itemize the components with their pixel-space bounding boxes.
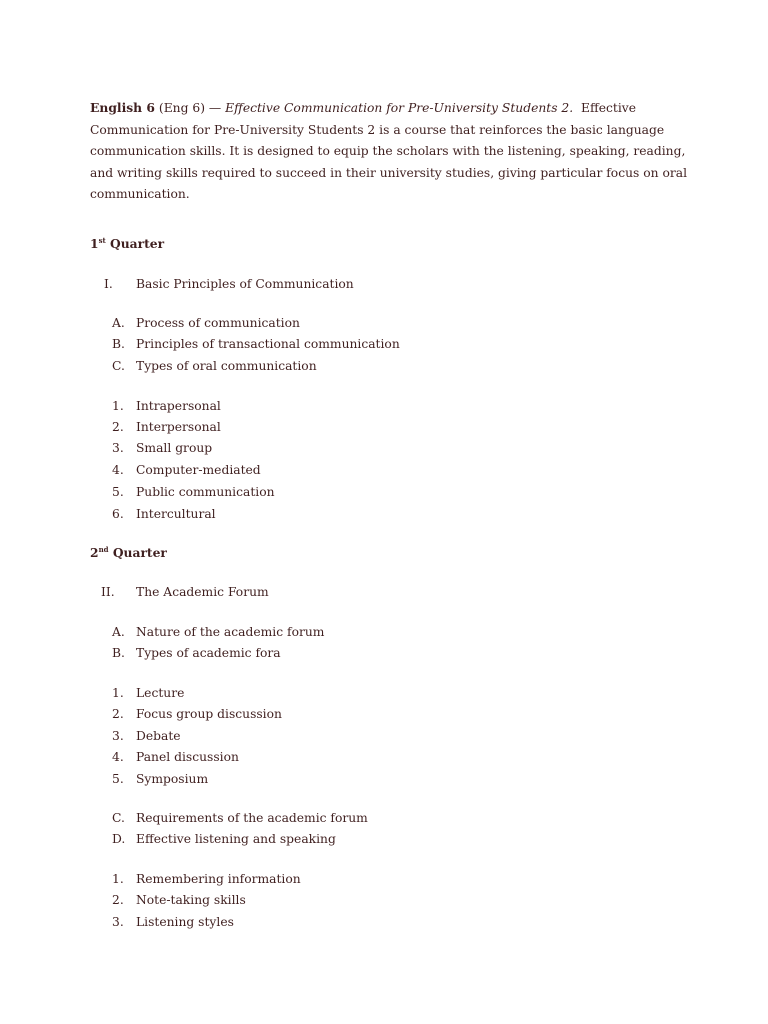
- list-item: Debate: [136, 729, 181, 743]
- list-marker: 5.: [112, 485, 124, 499]
- list-item: Computer-mediated: [136, 463, 261, 477]
- list-marker: 1.: [112, 686, 124, 700]
- list-marker: D.: [112, 832, 126, 846]
- list-item: Lecture: [136, 686, 185, 700]
- list-item: Small group: [136, 441, 213, 455]
- list-marker: 1.: [112, 399, 124, 413]
- quarter-1-label: Quarter: [110, 236, 165, 251]
- list-marker: A.: [112, 316, 125, 330]
- list-item: Types of academic fora: [136, 646, 281, 660]
- quarter-2-ordinal: nd: [98, 545, 109, 554]
- unit-label: Basic Principles of Communication: [136, 277, 354, 291]
- list-item: Interpersonal: [136, 420, 221, 434]
- list-item: Process of communication: [136, 316, 300, 330]
- list-item: Listening styles: [136, 915, 234, 929]
- list-item: Principles of transactional communication: [136, 337, 400, 351]
- list-marker: 1.: [112, 872, 124, 886]
- list-marker: 5.: [112, 772, 124, 786]
- em-dash: —: [208, 101, 222, 115]
- list-item: Types of oral communication: [136, 359, 317, 373]
- list-item: Requirements of the academic forum: [136, 811, 368, 825]
- list-marker: 3.: [112, 729, 124, 743]
- quarter-2-label: Quarter: [112, 545, 167, 560]
- list-marker: B.: [112, 646, 125, 660]
- list-marker: 3.: [112, 915, 124, 929]
- list-marker: 6.: [112, 507, 124, 521]
- list-marker: 2.: [112, 420, 124, 434]
- quarter-2-number: 2: [90, 545, 99, 560]
- list-item: Symposium: [136, 772, 209, 786]
- course-abbr: (Eng 6): [158, 101, 205, 115]
- list-item: Nature of the academic forum: [136, 625, 325, 639]
- quarter-1-number: 1: [90, 236, 99, 251]
- course-description-text: Effective Communication for Pre-University Students 2 is a course that reinforces the basic language communication skills. It is designed to equip the scholars with the listening, speaking, reading, and writing skills required to succeed in their university studies, giving particular focus on oral communication.: [90, 101, 688, 202]
- course-description: [90, 97, 690, 206]
- list-item: Focus group discussion: [136, 707, 282, 721]
- list-marker: 3.: [112, 441, 124, 455]
- list-marker: 4.: [112, 463, 124, 477]
- list-item: Intrapersonal: [136, 399, 221, 413]
- quarter-2-heading: [90, 545, 167, 560]
- quarter-1-ordinal: st: [98, 236, 106, 245]
- list-marker: 4.: [112, 750, 124, 764]
- list-item: Remembering information: [136, 872, 301, 886]
- list-item: Note-taking skills: [136, 893, 246, 907]
- list-item: Public communication: [136, 485, 275, 499]
- list-item: Effective listening and speaking: [136, 832, 336, 846]
- list-item: Intercultural: [136, 507, 216, 521]
- course-code: English 6: [90, 100, 155, 115]
- list-marker: 2.: [112, 707, 124, 721]
- list-marker: B.: [112, 337, 125, 351]
- list-marker: C.: [112, 359, 125, 373]
- quarter-1-heading: [90, 236, 164, 251]
- list-item: Panel discussion: [136, 750, 239, 764]
- course-title: Effective Communication for Pre-University Students 2.: [225, 101, 574, 115]
- list-marker: C.: [112, 811, 125, 825]
- list-marker: A.: [112, 625, 125, 639]
- list-marker: 2.: [112, 893, 124, 907]
- unit-number: II.: [101, 585, 115, 599]
- unit-number: I.: [104, 277, 113, 291]
- unit-label: The Academic Forum: [136, 585, 269, 599]
